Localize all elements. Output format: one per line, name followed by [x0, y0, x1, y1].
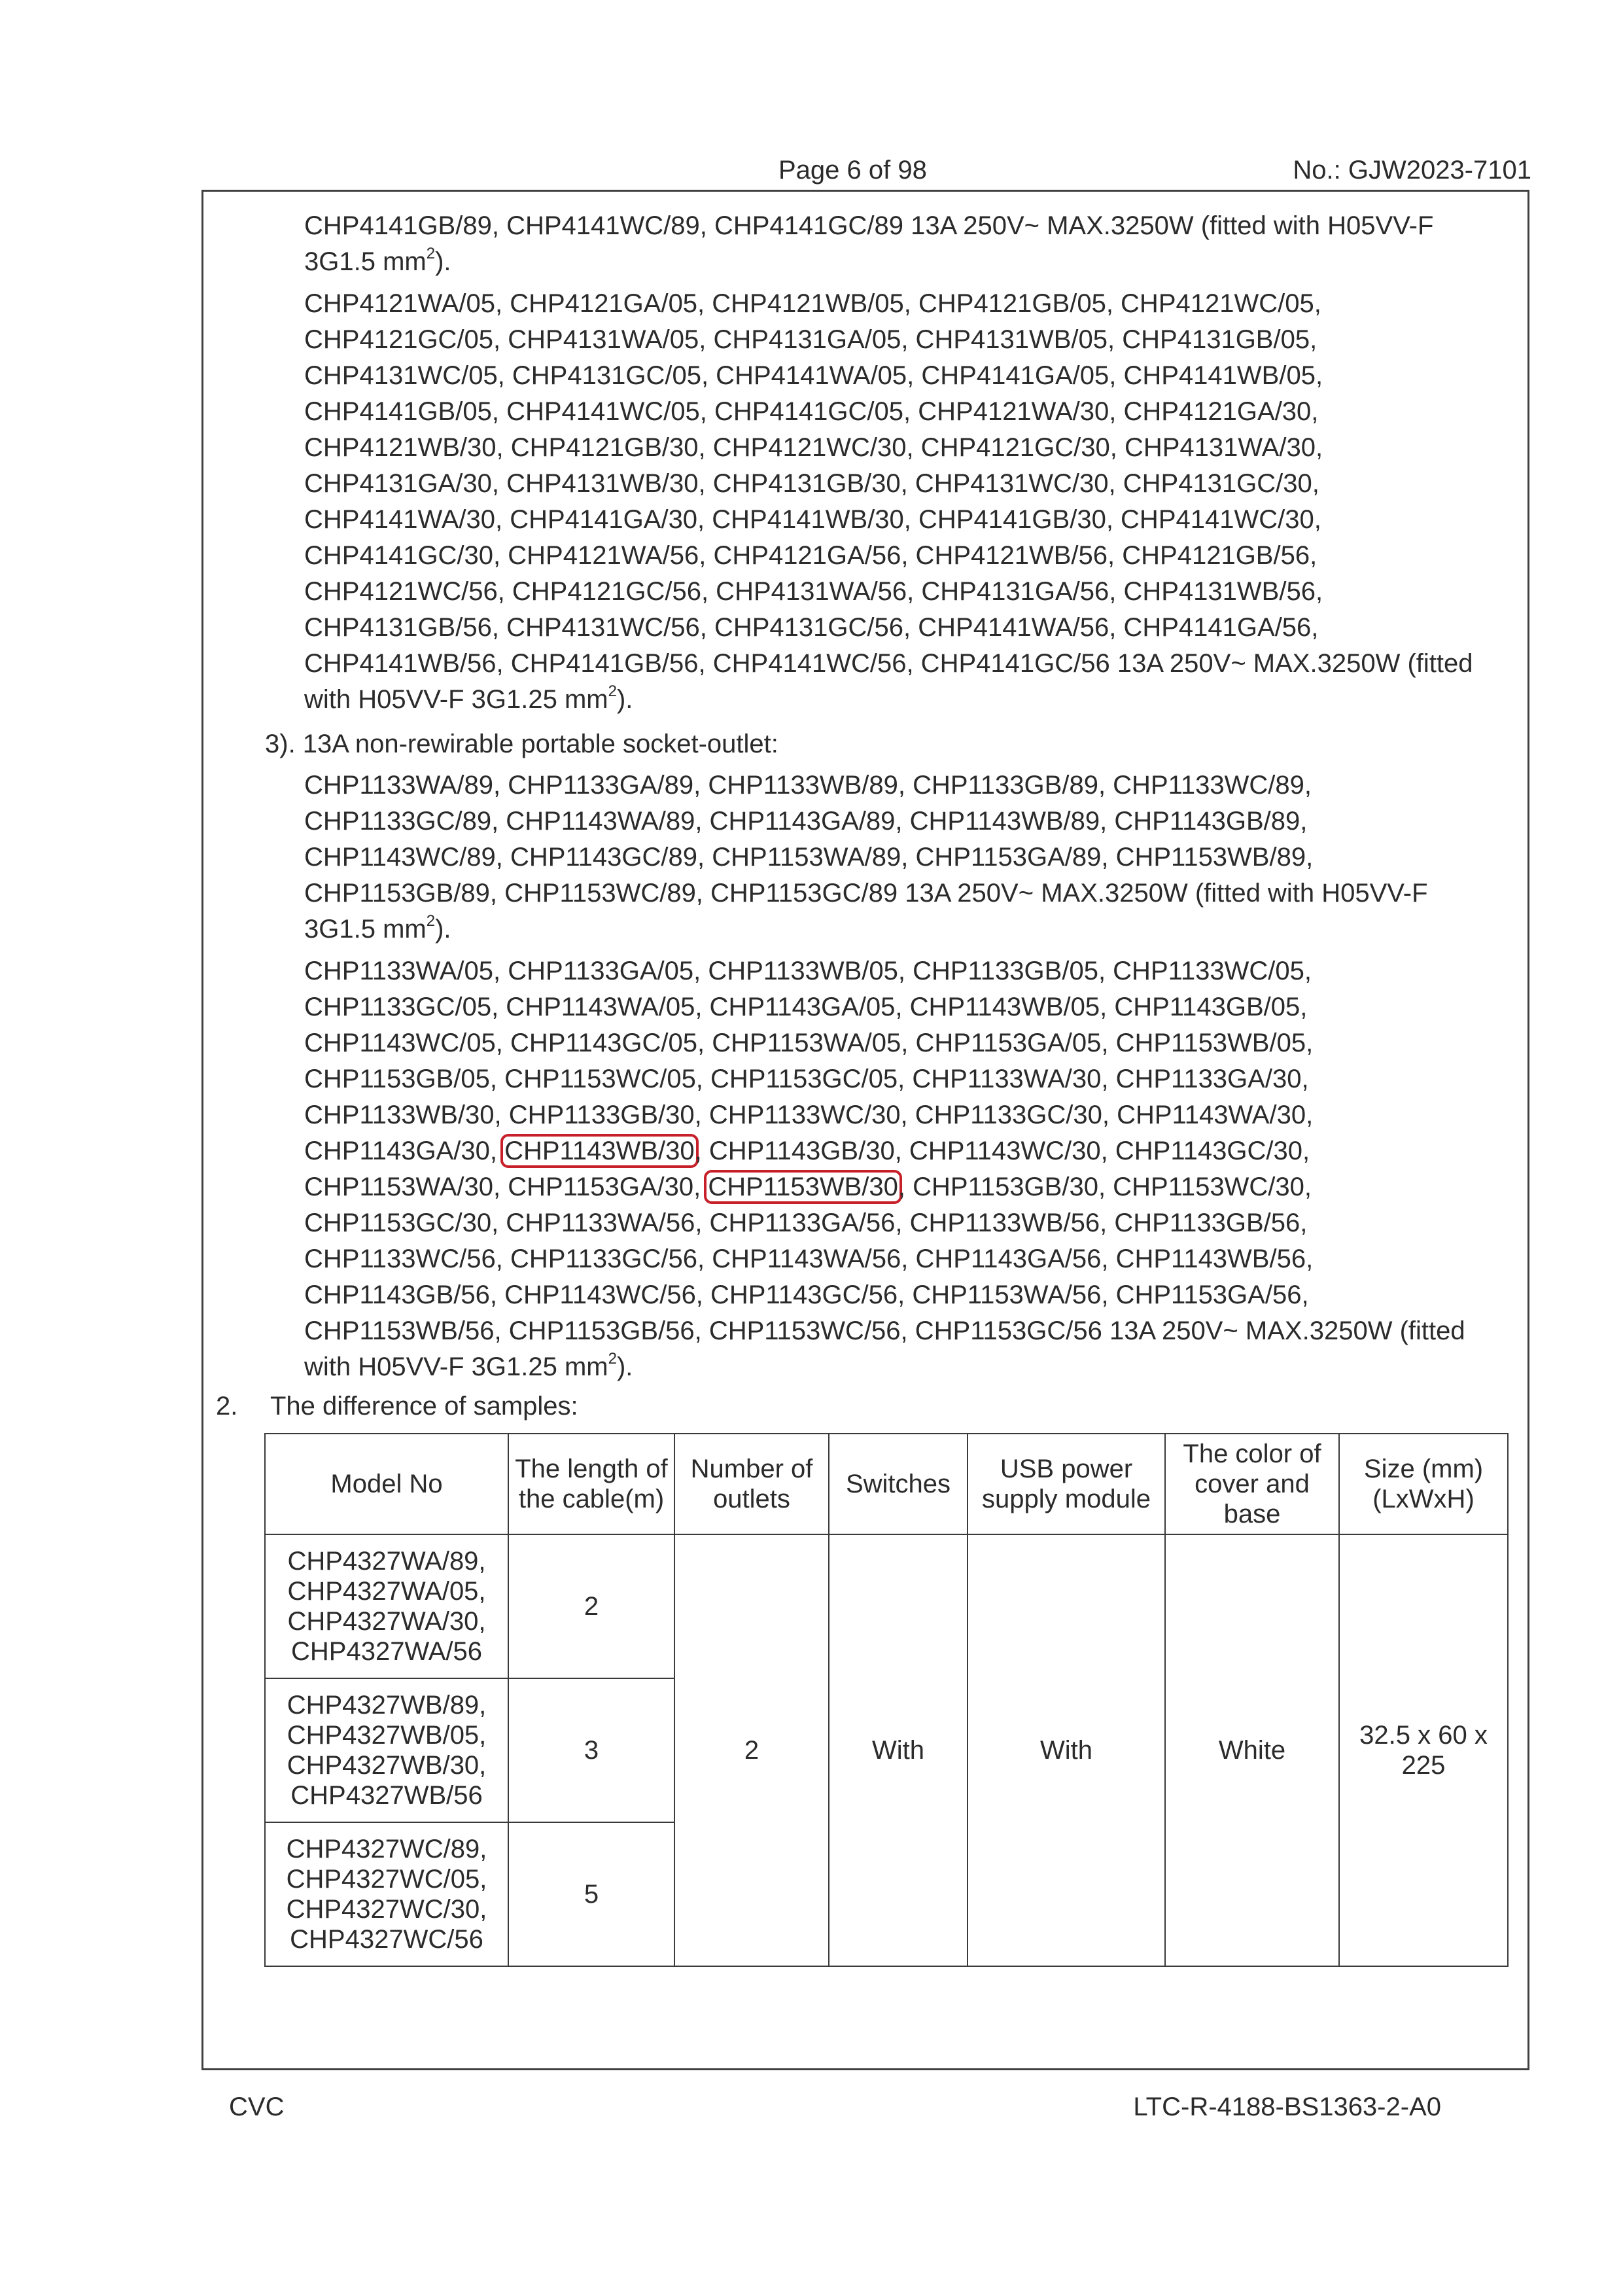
text-line: CHP4131WC/05, CHP4131GC/05, CHP4141WA/05, CHP4141GA/05, CHP4141WB/05,	[304, 361, 1323, 390]
column-header: Model No	[265, 1434, 508, 1534]
model-cell	[265, 1678, 508, 1822]
superscript: 2	[608, 1349, 617, 1368]
usb-cell: With	[968, 1534, 1165, 1966]
text-fragment: , CHP1143GB/30, CHP1143WC/30, CHP1143GC/30,	[694, 1137, 1310, 1165]
text-line: CHP1153GB/05, CHP1153WC/05, CHP1153GC/05, CHP1133WA/30, CHP1133GA/30,	[304, 1065, 1309, 1093]
text-line: CHP1143GB/56, CHP1143WC/56, CHP1143GC/56, CHP1153WA/56, CHP1153GA/56,	[304, 1280, 1309, 1309]
cable-length-cell: 2	[508, 1534, 674, 1678]
model-line: CHP4327WA/56	[291, 1637, 482, 1666]
switches-cell: With	[829, 1534, 968, 1966]
text-line	[304, 1169, 1521, 1205]
text-line: CHP4141WB/56, CHP4141GB/56, CHP4141WC/56, CHP4141GC/56 13A 250V~ MAX.3250W (fitted	[304, 649, 1473, 678]
model-line: CHP4327WC/89,	[286, 1835, 487, 1863]
model-list-paragraph	[304, 768, 1521, 947]
text-fragment: with H05VV-F 3G1.25 mm	[304, 1352, 608, 1381]
text-line: CHP1153GB/89, CHP1153WC/89, CHP1153GC/89 13A 250V~ MAX.3250W (fitted with H05VV-F	[304, 879, 1428, 908]
text-fragment: ).	[616, 685, 633, 714]
section-heading: The difference of samples:	[270, 1392, 578, 1421]
text-fragment: with H05VV-F 3G1.25 mm	[304, 685, 608, 714]
text-line	[304, 682, 1521, 718]
cable-length-cell: 5	[508, 1822, 674, 1966]
model-list-paragraph	[304, 953, 1521, 1385]
model-line: CHP4327WC/30,	[286, 1895, 487, 1924]
page-number: Page 6 of 98	[778, 156, 927, 185]
section-number: 2.	[216, 1392, 238, 1421]
text-line: CHP4131GA/30, CHP4131WB/30, CHP4131GB/30, CHP4131WC/30, CHP4131GC/30,	[304, 469, 1319, 498]
superscript: 2	[426, 911, 436, 930]
model-list-paragraph	[304, 286, 1521, 718]
model-line: CHP4327WB/30,	[287, 1751, 487, 1780]
column-header: USB power supply module	[968, 1434, 1165, 1534]
outlets-cell: 2	[674, 1534, 829, 1966]
text-fragment: ).	[616, 1352, 633, 1381]
column-header: Switches	[829, 1434, 968, 1534]
column-header: The length of the cable(m)	[508, 1434, 674, 1534]
superscript: 2	[608, 682, 617, 700]
model-list-paragraph	[304, 208, 1521, 280]
text-line: CHP1133WC/56, CHP1133GC/56, CHP1143WA/56, CHP1143GA/56, CHP1143WB/56,	[304, 1245, 1314, 1273]
cable-length-cell: 3	[508, 1678, 674, 1822]
text-line: CHP1133WA/05, CHP1133GA/05, CHP1133WB/05, CHP1133GB/05, CHP1133WC/05,	[304, 957, 1312, 985]
report-number: No.: GJW2023-7101	[1293, 156, 1531, 185]
text-line: CHP1133WA/89, CHP1133GA/89, CHP1133WB/89, CHP1133GB/89, CHP1133WC/89,	[304, 771, 1312, 800]
text-line: CHP4131GB/56, CHP4131WC/56, CHP4131GC/56, CHP4141WA/56, CHP4141GA/56,	[304, 613, 1319, 642]
footer-company: CVC	[229, 2093, 285, 2121]
text-line: CHP4141GC/30, CHP4121WA/56, CHP4121GA/56, CHP4121WB/56, CHP4121GB/56,	[304, 541, 1318, 570]
text-line	[304, 244, 1521, 280]
superscript: 2	[426, 244, 436, 262]
text-line: CHP4141WA/30, CHP4141GA/30, CHP4141WB/30, CHP4141GB/30, CHP4141WC/30,	[304, 505, 1321, 534]
highlighted-model: CHP1143WB/30	[500, 1134, 699, 1168]
text-line: CHP1143WC/05, CHP1143GC/05, CHP1153WA/05, CHP1153GA/05, CHP1153WB/05,	[304, 1029, 1314, 1057]
text-line: CHP4141GB/89, CHP4141WC/89, CHP4141GC/89 13A 250V~ MAX.3250W (fitted with H05VV-F	[304, 211, 1434, 240]
text-line: CHP4121WB/30, CHP4121GB/30, CHP4121WC/30, CHP4121GC/30, CHP4131WA/30,	[304, 433, 1323, 462]
footer-doc-code: LTC-R-4188-BS1363-2-A0	[1133, 2093, 1441, 2121]
sample-difference-table	[264, 1433, 1509, 1967]
model-line: CHP4327WA/89,	[287, 1547, 486, 1576]
model-line: CHP4327WC/05,	[286, 1865, 487, 1894]
text-line: CHP4121WC/56, CHP4121GC/56, CHP4131WA/56, CHP4131GA/56, CHP4131WB/56,	[304, 577, 1323, 606]
model-line: CHP4327WB/05,	[287, 1721, 487, 1750]
text-line: CHP4141GB/05, CHP4141WC/05, CHP4141GC/05, CHP4121WA/30, CHP4121GA/30,	[304, 397, 1319, 426]
model-line: CHP4327WC/56	[290, 1925, 483, 1954]
text-fragment: CHP1153WA/30, CHP1153GA/30,	[304, 1173, 708, 1201]
section-heading: 3). 13A non-rewirable portable socket-outlet:	[265, 730, 778, 758]
text-line: CHP4121GC/05, CHP4131WA/05, CHP4131GA/05, CHP4131WB/05, CHP4131GB/05,	[304, 325, 1318, 354]
highlighted-model: CHP1153WB/30	[704, 1170, 902, 1204]
text-fragment: , CHP1153GB/30, CHP1153WC/30,	[898, 1173, 1312, 1201]
text-line	[304, 1133, 1521, 1169]
color-cell: White	[1165, 1534, 1339, 1966]
column-header: The color of cover and base	[1165, 1434, 1339, 1534]
model-line: CHP4327WB/89,	[287, 1691, 487, 1720]
column-header: Number of outlets	[674, 1434, 829, 1534]
text-line: CHP1153GC/30, CHP1133WA/56, CHP1133GA/56, CHP1133WB/56, CHP1133GB/56,	[304, 1209, 1308, 1237]
text-fragment: ).	[435, 247, 451, 276]
text-line: CHP1133GC/89, CHP1143WA/89, CHP1143GA/89, CHP1143WB/89, CHP1143GB/89,	[304, 807, 1308, 836]
model-cell	[265, 1534, 508, 1678]
model-line: CHP4327WA/05,	[287, 1577, 486, 1606]
text-fragment: CHP1143GA/30,	[304, 1137, 505, 1165]
text-line	[304, 911, 1521, 947]
table-header-row	[265, 1434, 1508, 1534]
model-cell	[265, 1822, 508, 1966]
model-line: CHP4327WB/56	[290, 1781, 483, 1810]
model-line: CHP4327WA/30,	[287, 1607, 486, 1636]
text-line: CHP1143WC/89, CHP1143GC/89, CHP1153WA/89, CHP1153GA/89, CHP1153WB/89,	[304, 843, 1314, 872]
table-row	[265, 1534, 1508, 1678]
text-fragment: 3G1.5 mm	[304, 247, 427, 276]
text-fragment: ).	[435, 915, 451, 944]
column-header: Size (mm) (LxWxH)	[1339, 1434, 1508, 1534]
text-line: CHP1153WB/56, CHP1153GB/56, CHP1153WC/56, CHP1153GC/56 13A 250V~ MAX.3250W (fitted	[304, 1316, 1465, 1345]
text-fragment: 3G1.5 mm	[304, 915, 427, 944]
text-line	[304, 1349, 1521, 1385]
size-cell: 32.5 x 60 x 225	[1339, 1534, 1508, 1966]
text-line: CHP1133GC/05, CHP1143WA/05, CHP1143GA/05, CHP1143WB/05, CHP1143GB/05,	[304, 993, 1308, 1021]
text-line: CHP4121WA/05, CHP4121GA/05, CHP4121WB/05, CHP4121GB/05, CHP4121WC/05,	[304, 289, 1321, 318]
text-line: CHP1133WB/30, CHP1133GB/30, CHP1133WC/30, CHP1133GC/30, CHP1143WA/30,	[304, 1101, 1314, 1129]
